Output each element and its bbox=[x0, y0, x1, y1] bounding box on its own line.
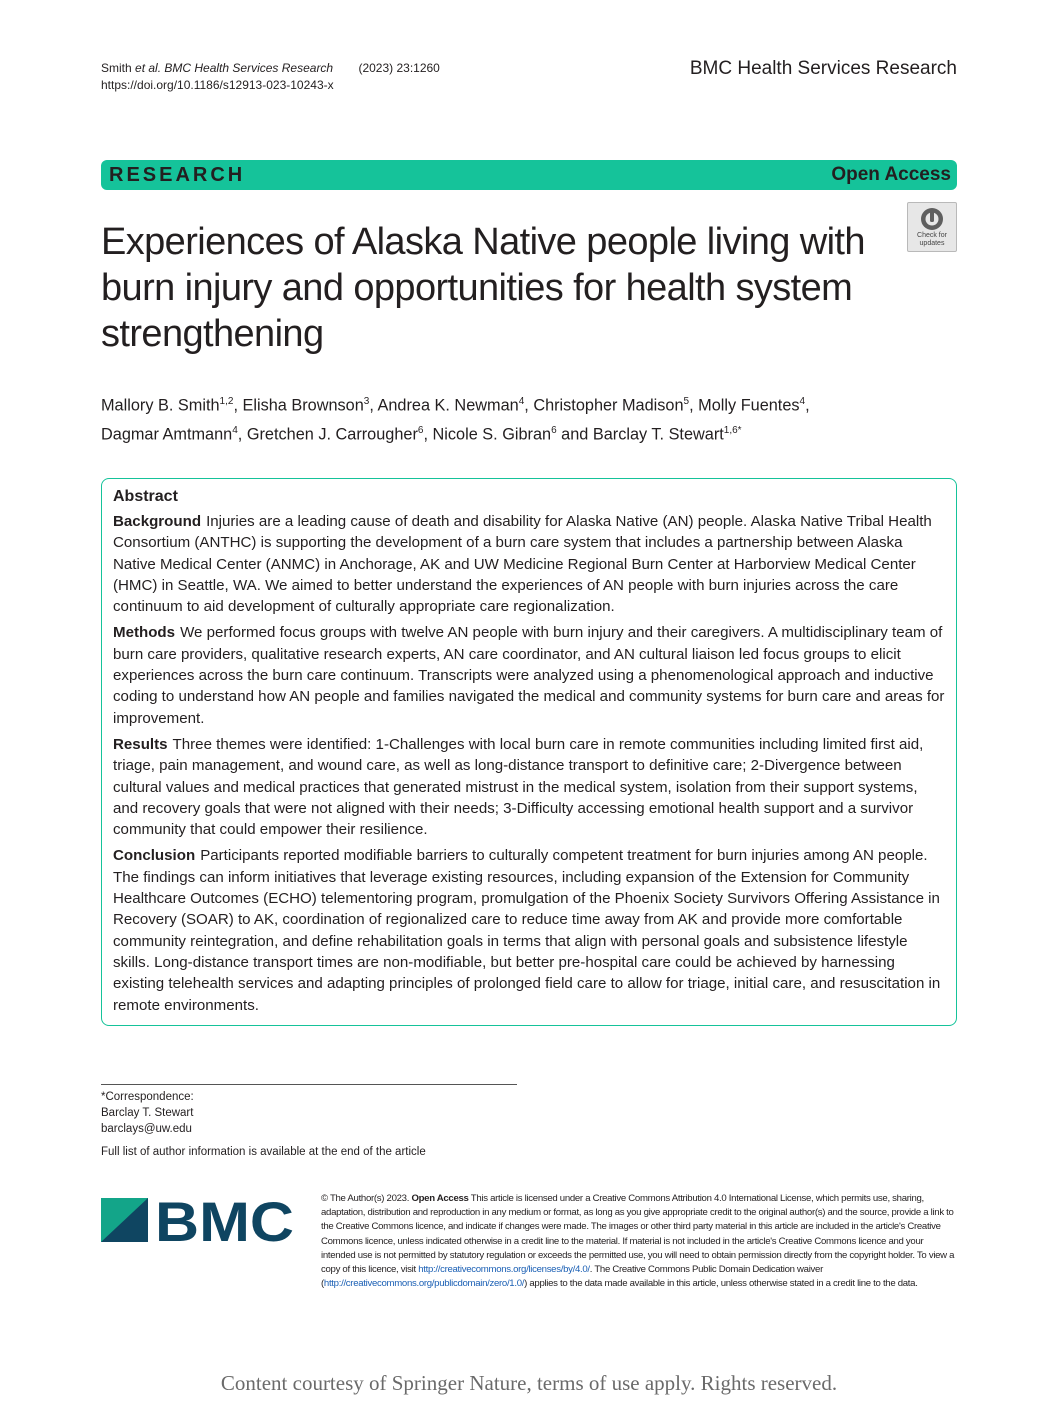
journal-name: BMC Health Services Research bbox=[689, 58, 957, 79]
article-type-banner bbox=[101, 160, 957, 190]
author-affiliation: 4 bbox=[232, 425, 238, 437]
author-name[interactable]: Nicole S. Gibran bbox=[432, 425, 552, 444]
check-for-updates-icon bbox=[919, 206, 945, 232]
author-name[interactable]: Elisha Brownson bbox=[242, 396, 364, 415]
results-label: Results bbox=[113, 735, 168, 753]
bmc-logo bbox=[101, 1195, 296, 1245]
citation-authors: Smith bbox=[101, 61, 132, 75]
correspondence-label: *Correspondence: bbox=[101, 1091, 194, 1103]
methods-label: Methods bbox=[113, 624, 176, 642]
background-label: Background bbox=[113, 513, 202, 530]
check-badge-line1: Check for bbox=[917, 232, 947, 239]
author-affiliation: 5 bbox=[683, 396, 690, 407]
check-badge-line2: updates bbox=[919, 240, 945, 247]
author-affiliation: 1,6* bbox=[723, 425, 742, 437]
author-name[interactable]: Mallory B. Smith bbox=[101, 396, 220, 415]
citation-volume: (2023) 23:1260 bbox=[358, 61, 440, 75]
abstract-heading: Abstract bbox=[113, 488, 178, 505]
check-for-updates-label bbox=[917, 232, 947, 248]
author-affiliation: 1,2 bbox=[219, 396, 234, 407]
license-open-access-label: Open Access bbox=[411, 1193, 469, 1204]
doi-link[interactable]: https://doi.org/10.1186/s12913-023-10243-x bbox=[101, 78, 334, 92]
abstract-results bbox=[113, 734, 946, 840]
author-name[interactable]: Dagmar Amtmann bbox=[101, 425, 233, 444]
license-text-3: ) applies to the data made available in this article, unless otherwise stated in a credit line to the data. bbox=[524, 1278, 918, 1290]
author-affiliation: 6 bbox=[417, 425, 424, 437]
author-list: Mallory B. Smith$^{1,2}$, Elisha Brownson$^3$, Andrea K. Newman$^4$, Christopher Madison$^5$, Molly Fuentes$^4$, Dagmar Amtmann$^4$, Gretchen J. Carrougher$^6$, Nicole S. Gibran$^6$ and Barclay T. Stewart$^{1,6*}$ bbox=[101, 396, 810, 444]
citation-journal: et al. BMC Health Services Research bbox=[135, 61, 334, 75]
bmc-logo-text: BMC bbox=[155, 1195, 294, 1245]
author-affiliation: 6 bbox=[551, 425, 557, 437]
abstract-box bbox=[101, 478, 957, 1026]
author-name[interactable]: Gretchen J. Carrougher bbox=[246, 425, 418, 444]
author-affiliation: 4 bbox=[518, 396, 525, 407]
abstract-background bbox=[113, 511, 946, 617]
license-text-2: . The Creative Commons Public Domain Dedication waiver ( bbox=[321, 1264, 823, 1290]
author-affiliation: 3 bbox=[363, 396, 370, 407]
license-statement bbox=[321, 1192, 958, 1291]
author-conjunction: and bbox=[561, 425, 589, 444]
results-text: Three themes were identified: 1-Challenges with local burn care in remote communities including limited first aid, triage, pain management, and wound care, as well as long-distance transport to definitive care; 2-Divergence between cultural values and medical practices that generated mistrust in the medical system, isolation from their support systems, and recovery goals that were not aligned with their needs; 3-Difficulty accessing emotional health support and a survivor community that could empower their resilience. bbox=[113, 735, 924, 839]
article-title: Experiences of Alaska Native people living with burn injury and opportunities for health system strengthening bbox=[101, 221, 865, 355]
conclusion-label: Conclusion bbox=[113, 847, 196, 865]
article-type-label: RESEARCH bbox=[109, 163, 246, 186]
copyright-text: © The Author(s) 2023. bbox=[321, 1193, 410, 1204]
author-affiliation: 4 bbox=[799, 396, 806, 407]
footnote-divider bbox=[101, 1084, 517, 1085]
background-text: Injuries are a leading cause of death and disability for Alaska Native (AN) people. Alaska Native Tribal Health Consortium (ANTHC) is supporting the development of a burn care system that includes a partnership between Alaska Native Medical Center (ANMC) in Anchorage, AK and UW Medicine Regional Burn Center at Harborview Medical Center (HMC) in Seattle, WA. We aimed to better understand the experiences of AN people with burn injuries across the care continuum to aid development of culturally appropriate care regionalization. bbox=[113, 513, 932, 616]
conclusion-text: Participants reported modifiable barriers to culturally competent treatment for burn injuries among AN people. The findings can inform initiatives that leverage existing resources, including expansion of the Extension for Community Healthcare Outcomes (ECHO) telementoring program, promulgation of the Phoenix Society Survivors Offering Assistance in Recovery (SOAR) to AK, coordination of regionalized care to reduce time away from AK and provide more comfortable community reintegration, and define rehabilitation goals in terms that align with personal goals and subsistence lifestyle skills. Long-distance transport times are non-modifiable, but better pre-hospital care could be achieved by harnessing existing telehealth services and adapting principles of prolonged field care to allow for triage, initial care, and resuscitation in remote environments. bbox=[113, 847, 941, 1014]
author-info-note: Full list of author information is available at the end of the article bbox=[101, 1146, 426, 1158]
author-name[interactable]: Molly Fuentes bbox=[698, 396, 800, 415]
correspondence bbox=[101, 1089, 194, 1137]
correspondence-email[interactable]: barclays@uw.edu bbox=[101, 1123, 192, 1135]
license-text-1: This article is licensed under a Creative Commons Attribution 4.0 International License, which permits use, sharing, adaptation, distribution and reproduction in any medium or format, as long as you give appropriate credit to the original author(s) and the source, provide a link to the Creative Commons licence, and indicate if changes were made. The images or other third party material in this article are included in the article's Creative Commons licence, unless indicated otherwise in a credit line to the material. If material is not included in the article's Creative Commons licence and your intended use is not permitted by statutory regulation or exceeds the permitted use, you will need to obtain permission directly from the copyright holder. To view a copy of this licence, visit bbox=[321, 1193, 955, 1276]
public-domain-link[interactable]: http://creativecommons.org/publicdomain/zero/1.0/ bbox=[323, 1278, 525, 1290]
abstract-conclusion bbox=[113, 845, 946, 1015]
abstract-methods bbox=[113, 622, 946, 728]
author-name[interactable]: Barclay T. Stewart bbox=[592, 425, 724, 444]
check-for-updates-badge[interactable] bbox=[907, 202, 957, 252]
author-name[interactable]: Andrea K. Newman bbox=[377, 396, 519, 415]
open-access-label: Open Access bbox=[831, 164, 951, 185]
correspondence-name: Barclay T. Stewart bbox=[101, 1107, 194, 1119]
author-name[interactable]: Christopher Madison bbox=[533, 396, 684, 415]
courtesy-watermark: Content courtesy of Springer Nature, terms of use apply. Rights reserved. bbox=[220, 1371, 838, 1395]
methods-text: We performed focus groups with twelve AN people with burn injury and their caregivers. A multidisciplinary team of burn care providers, qualitative research experts, AN care coordinator, and AN cultural liaison led focus groups to elicit experiences across the burn care continuum. Transcripts were analyzed using a phenomenological approach and inductive coding to understand how AN people and families navigated the medical and community systems for burn care and areas for improvement. bbox=[113, 624, 945, 727]
citation-line bbox=[101, 60, 440, 77]
running-header bbox=[101, 60, 440, 94]
license-link[interactable]: http://creativecommons.org/licenses/by/4.0/ bbox=[418, 1264, 590, 1276]
